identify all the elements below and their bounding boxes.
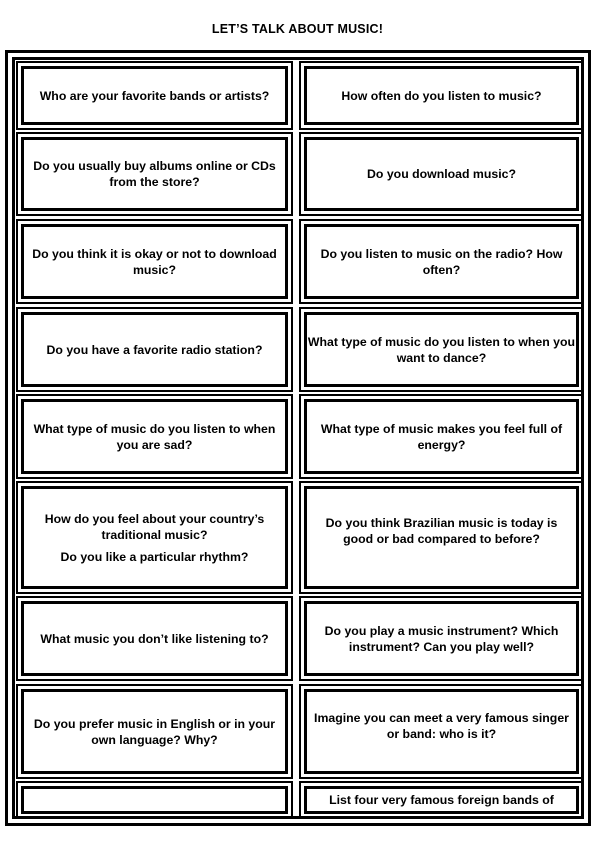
- question-text: Do you think it is okay or not to download music?: [32, 246, 277, 277]
- question-text: What music you don’t like listening to?: [40, 631, 269, 646]
- question-text: How do you feel about your country’s traditional music?: [44, 511, 265, 542]
- question-card-dance-music: [304, 312, 579, 387]
- question-text: What type of music do you listen to when you are sad?: [33, 421, 276, 452]
- question-text: Do you prefer music in English or in your own language? Why?: [33, 716, 276, 747]
- question-card-download-music: [304, 137, 579, 211]
- question-text: Do you usually buy albums online or CDs from the store?: [33, 159, 276, 189]
- question-text: Do you think Brazilian music is today is good or bad compared to before?: [325, 516, 558, 546]
- question-card-brazilian-music: [304, 486, 579, 589]
- question-text: What type of music do you listen to when you want to dance?: [307, 334, 576, 365]
- question-text: Who are your favorite bands or artists?: [39, 88, 270, 103]
- question-card-buy-albums: [21, 137, 288, 211]
- question-card-radio-station: [21, 312, 288, 387]
- question-card-foreign-bands: [304, 786, 579, 814]
- question-card-dislike-music: [21, 601, 288, 676]
- question-card-sad-music: [21, 399, 288, 474]
- question-text: How often do you listen to music?: [341, 88, 542, 103]
- question-text: Do you listen to music on the radio? How often?: [320, 246, 563, 277]
- question-card-radio: [304, 224, 579, 299]
- question-text: List four very famous foreign bands of: [329, 793, 554, 807]
- question-text: Do you have a favorite radio station?: [46, 342, 263, 357]
- worksheet-title: LET’S TALK ABOUT MUSIC!: [211, 22, 384, 36]
- question-card-language: [21, 689, 288, 774]
- question-card-download-okay: [21, 224, 288, 299]
- question-card-traditional-music: [21, 486, 288, 589]
- question-card-favorite-artists: [21, 66, 288, 125]
- question-text: Do you play a music instrument? Which instrument? Can you play well?: [324, 623, 559, 654]
- question-text: Imagine you can meet a very famous singer or band: who is it?: [314, 711, 569, 741]
- question-card-listen-frequency: [304, 66, 579, 125]
- question-text: What type of music makes you feel full of energy?: [320, 421, 563, 452]
- question-card-famous-singer: [304, 689, 579, 774]
- question-card-energy-music: [304, 399, 579, 474]
- question-card-instrument: [304, 601, 579, 676]
- question-text: Do you like a particular rhythm?: [60, 549, 249, 564]
- question-text: Do you download music?: [367, 167, 516, 181]
- question-card-empty: [21, 786, 288, 814]
